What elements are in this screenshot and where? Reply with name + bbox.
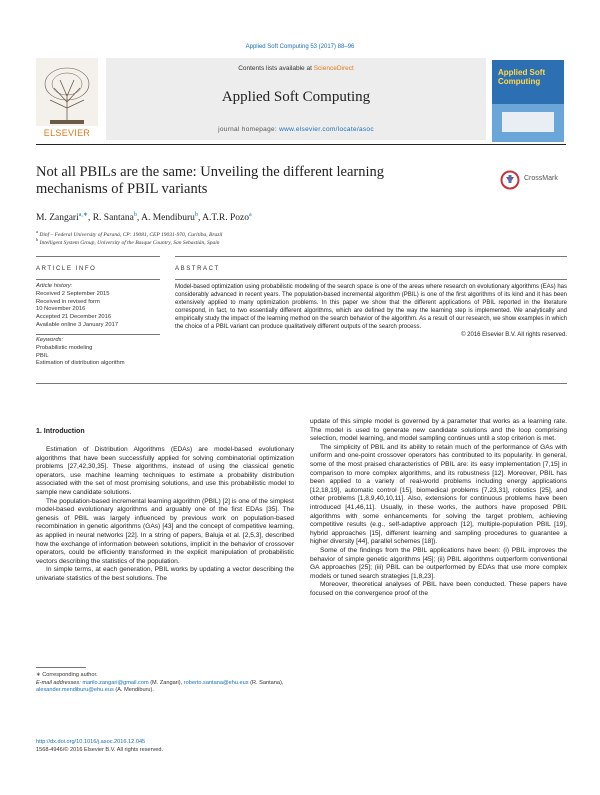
abstract-heading: ABSTRACT <box>175 266 220 272</box>
affiliation <box>36 237 436 246</box>
email-label: E-mail addresses: <box>36 679 83 686</box>
paragraph: Estimation of Distribution Algorithms (EDAs) are model-based evolutionary algorithms that have been successfully applied for solving combinatorial optimization problems [27,42,30,35]. These algorithms, instead of using the classical genetic operators, use machine learning techniques to estimate a probability distribution associated with the set of most promising solutions, and use this probabilistic model to sample new candidate solutions. <box>36 446 294 496</box>
paragraph: Moreover, theoretical analyses of PBIL have been conducted. These papers have focused on the convergence proof of the <box>310 581 567 597</box>
journal-reference[interactable]: Applied Soft Computing 53 (2017) 88–96 <box>245 44 355 50</box>
article-info-heading: ARTICLE INFO <box>36 266 97 272</box>
keywords-heading: Keywords: <box>36 337 64 343</box>
history-line: Received in revised form <box>36 298 100 305</box>
keyword: Estimation of distribution algorithm <box>36 360 125 367</box>
author-name[interactable]: A.T.R. Pozo <box>202 213 249 224</box>
author-affiliation-mark: b <box>133 212 137 218</box>
email-owner: (M. Zangari), <box>148 679 184 686</box>
author-name[interactable]: R. Santana <box>92 213 134 224</box>
history-divider <box>36 334 160 335</box>
history-line: Received 2 September 2015 <box>36 290 110 297</box>
author-name[interactable]: A. Mendiburu <box>141 213 195 224</box>
journal-homepage <box>106 126 486 133</box>
paragraph: In simple terms, at each generation, PBIL works by updating a vector describing the univariate statistics of the best solutions. The <box>36 566 294 582</box>
journal-title: Applied Soft Computing <box>221 89 371 105</box>
corresponding-author-note: ∗ Corresponding author. <box>36 672 98 678</box>
section-heading-introduction: 1. Introduction <box>36 428 85 435</box>
author-name[interactable]: M. Zangari <box>36 213 79 224</box>
paragraph: The population-based incremental learning algorithm (PBIL) [2] is one of the simplest model-based evolutionary algorithms and arguably one of the first EDAs [35]. The genesis of PBIL was largely influenced by previous work on population-based recombination in genetic algorithms (GAs) [43] and the concept of competitive learning, as applied in neural networks [22]. In a string of papers, Baluja et al. [2,5,3], described how the exchange of information between solutions, implicit in the behavior of crossover operators, could be efficiently transformed in the explicit manipulation of probabilistic vectors describing the statistics of the population. <box>36 497 294 565</box>
keyword: PBIL <box>36 352 49 359</box>
email-addresses <box>36 680 286 695</box>
abstract-rule <box>175 256 567 257</box>
abstract-text: Model-based optimization using probabilistic modeling of the search space is one of the areas where research on evolutionary algorithms (EAs) has considerably advanced in recent years. The population-based incremental algorithm (PBIL) is one of the first algorithms of its kind and it has been extensively applied to many optimization problems. In this paper we show that the different applications of PBIL reported in the literature correspond, in fact, to two essentially different algorithms, which are defined by the way the learning step is implemented. We analytically and empirically study the impact of the learning method on the search behavior of the algorithm. As a result of our research, we show examples in which the choice of a PBIL variant can produce qualitatively different outputs of the search process. <box>175 284 567 330</box>
contents-prefix: Contents lists available at <box>238 65 314 72</box>
paragraph: update of this simple model is governed by a parameter that works as a learning rate. The model is used to generate new candidate solutions and the loop comprising selection, model learning, and model sampling continues until a stop criterion is met. <box>310 418 567 443</box>
cover-title: Applied Soft Computing <box>498 68 546 86</box>
crossmark-label: CrossMark <box>524 175 558 182</box>
issn-line: 1568-4946/© 2016 Elsevier B.V. All rights reserved. <box>36 746 164 753</box>
email-link[interactable]: roberto.santana@ehu.eus <box>183 679 249 686</box>
body-column-right <box>310 418 567 598</box>
email-link[interactable]: alexander.mendiburu@ehu.eus <box>36 687 114 694</box>
front-matter-bottom-rule <box>36 383 567 384</box>
homepage-link[interactable]: www.elsevier.com/locate/asoc <box>279 126 374 133</box>
cover-graphic <box>492 104 564 142</box>
doi-link[interactable]: http://dx.doi.org/10.1016/j.asoc.2016.12.045 <box>36 739 146 745</box>
footnote-rule <box>36 667 86 668</box>
history-line: Available online 3 January 2017 <box>36 321 119 328</box>
email-link[interactable]: marilo.zangari@gmail.com <box>82 679 149 686</box>
affiliation-text: Intelligent System Group, University of the Basque Country, San Sebastián, Spain <box>39 239 220 246</box>
header-rule <box>36 144 566 145</box>
history-heading: Article history: <box>36 283 73 289</box>
elsevier-tree-logo <box>36 58 98 138</box>
email-owner: (A. Mendiburu). <box>113 687 154 694</box>
abstract-body <box>175 283 567 339</box>
keyword: Probabilistic modeling <box>36 344 93 351</box>
crossmark-icon <box>500 170 520 190</box>
publisher-name: ELSEVIER <box>43 128 91 138</box>
affiliation-mark: a <box>36 229 38 234</box>
paragraph: Some of the findings from the PBIL applications have been: (i) PBIL improves the behavior of simple genetic algorithms [45]; (ii) PBIL algorithms outperform conventional GA approaches [25]; (iii) PBIL can be outperformed by EDAs that use more complex models or tuned search strategies [1,8,23]. <box>310 546 567 580</box>
contents-line <box>106 65 486 72</box>
homepage-prefix: journal homepage: <box>218 126 280 133</box>
author-affiliation-mark: a,∗ <box>78 212 88 218</box>
journal-cover-thumbnail[interactable] <box>492 60 564 142</box>
paragraph: The simplicity of PBIL and its ability to retain much of the performance of GAs with uniform and one-point crossover operators has contributed to its popularity. In general, some of the most praised characteristics of PBIL are: its easy implementation [7,15] in comparison to more complex algorithms, and its robustness [12]. Moreover, PBIL has been applied to a variety of real-world problems including energy applications [12,18,19], automatic control [15], biomedical problems [7,23,31], robotics [25], and other problems [1,8,9,40,10,11]. Also, extensions for continuous problems have been introduced [41,46,11]. Usually, in these works, the authors have proposed PBIL algorithms with some enhancements for solving the target problem, achieving competitive results (e.g., self-adaptive approach [12], multiple-population PBIL [19], hybrid approaches [15], different learning and sampling procedures to guarantee a higher diversity [44], parallel schemes [18]). <box>310 443 567 546</box>
affiliation-mark: b <box>36 237 39 242</box>
article-title: Not all PBILs are the same: Unveiling the different learning mechanisms of PBIL variants <box>36 164 385 197</box>
footnotes <box>36 672 286 695</box>
bottom-info <box>36 739 286 754</box>
email-owner: (R. Santana), <box>248 679 284 686</box>
history-line: Accepted 21 December 2016 <box>36 314 112 321</box>
author-list: M. Zangari$^{a,∗}$, R. Santana$^b$, A. Mendiburu$^b$, A.T.R. Pozo$^a$ <box>36 212 252 224</box>
sciencedirect-link[interactable]: ScienceDirect <box>313 65 354 72</box>
keywords <box>36 337 166 368</box>
article-history <box>36 283 166 330</box>
article-info-rule <box>36 256 160 257</box>
body-column-left <box>36 446 294 584</box>
abstract-subrule <box>175 279 567 280</box>
author-affiliation-mark: a <box>248 212 252 218</box>
author-affiliation-mark: b <box>194 212 198 218</box>
copyright-notice: © 2016 Elsevier B.V. All rights reserved. <box>461 332 567 338</box>
crossmark-badge[interactable] <box>500 170 570 190</box>
affiliation-text: Dinf – Federal University of Paraná, CP: 19081, CEP 19031-970, Curitiba, Brazil <box>39 231 223 238</box>
article-info-subrule <box>36 279 160 280</box>
history-line: 10 November 2016 <box>36 306 86 313</box>
